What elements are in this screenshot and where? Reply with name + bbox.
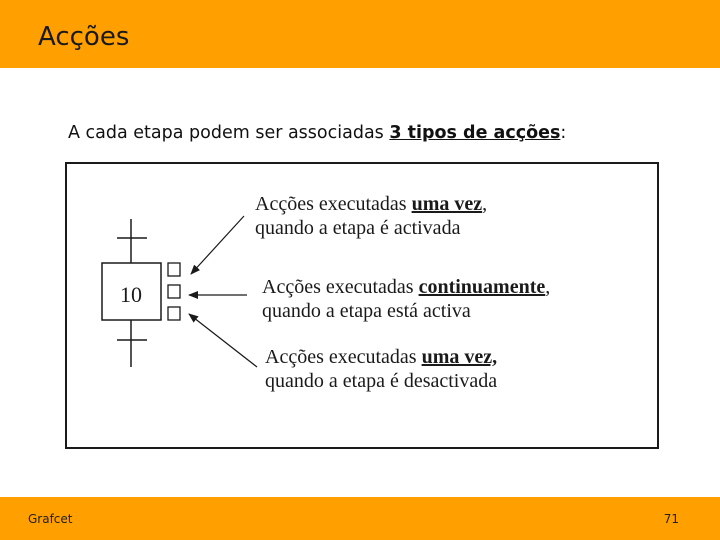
intro-emphasis: 3 tipos de acções <box>389 123 561 143</box>
footer-bar <box>0 497 720 540</box>
action-deactivation-emphasis: uma vez, <box>421 346 498 368</box>
slide-title: Acções <box>38 22 130 52</box>
action-marker-activation <box>168 263 180 276</box>
action-deactivation-line2: quando a etapa é desactivada <box>265 370 498 392</box>
intro-suffix: : <box>560 123 567 143</box>
footer-label: Grafcet <box>28 512 73 526</box>
action-activation-emphasis: uma vez <box>411 193 483 215</box>
arrow-deactivation <box>189 314 257 367</box>
action-activation-line1: Acções executadas uma vez, <box>255 193 488 215</box>
action-activation-line2: quando a etapa é activada <box>255 217 461 239</box>
action-marker-continuous <box>168 285 180 298</box>
action-deactivation-text <box>265 345 497 393</box>
action-activation-text <box>255 192 487 240</box>
action-deactivation-line1: Acções executadas uma vez, <box>265 346 498 368</box>
page-number: 71 <box>663 512 679 526</box>
action-continuous-line2: quando a etapa está activa <box>262 300 471 322</box>
grafcet-figure <box>65 162 659 449</box>
arrow-activation <box>191 216 244 274</box>
action-marker-deactivation <box>168 307 180 320</box>
action-continuous-emphasis: continuamente <box>418 276 546 298</box>
action-continuous-line1: Acções executadas continuamente, <box>262 276 551 298</box>
intro-text <box>68 121 566 145</box>
step-number: 10 <box>120 282 142 307</box>
header-bar <box>0 0 720 68</box>
action-continuous-text <box>262 275 550 323</box>
intro-prefix: A cada etapa podem ser associadas <box>68 123 390 143</box>
